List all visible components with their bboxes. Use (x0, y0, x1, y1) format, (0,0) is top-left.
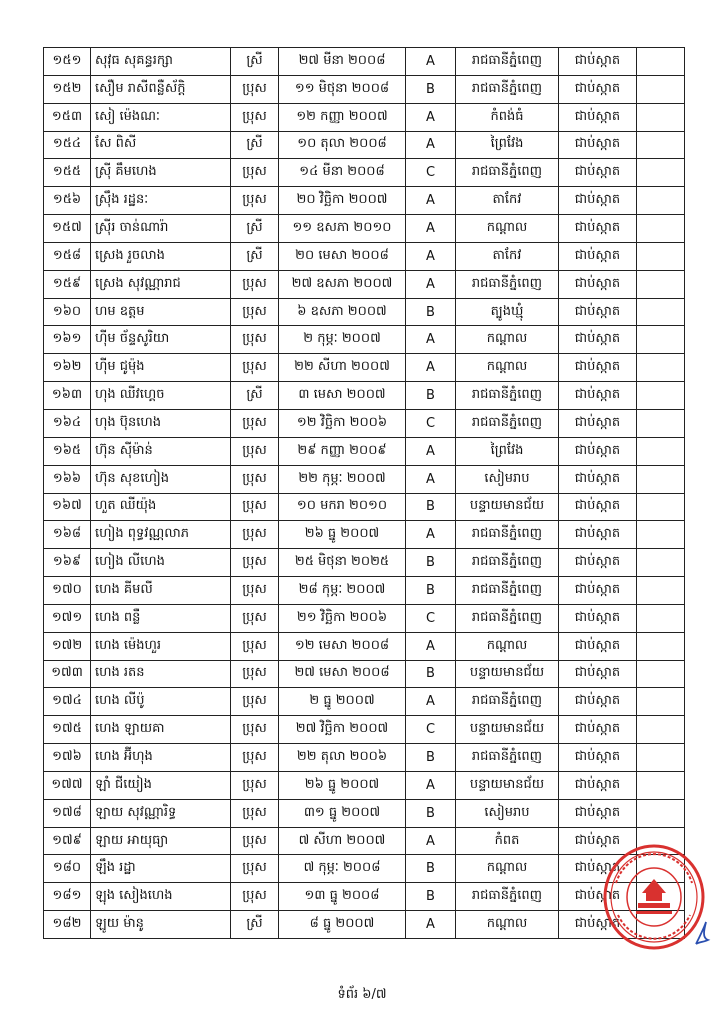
student-name: ហេង ម៉េងហួរ (91, 632, 231, 660)
grade: B (406, 382, 456, 410)
result: ជាប់ស្កាត (559, 632, 637, 660)
date-of-birth: ២៧ មីនា ២០០៨ (279, 48, 406, 76)
signature-icon (690, 918, 714, 948)
province: រាជធានីភ្នំពេញ (456, 549, 559, 577)
result: ជាប់ស្កាត (559, 131, 637, 159)
table-row (44, 577, 685, 605)
blank-cell (637, 131, 685, 159)
gender: ស្រី (231, 242, 279, 270)
table-row (44, 660, 685, 688)
grade: B (406, 493, 456, 521)
row-number: ១៨០ (44, 855, 91, 883)
date-of-birth: ១៤ មីនា ២០០៨ (279, 159, 406, 187)
gender: ប្រុស (231, 521, 279, 549)
student-name: ហេង ឡាយគា (91, 716, 231, 744)
province: រាជធានីភ្នំពេញ (456, 577, 559, 605)
grade: B (406, 549, 456, 577)
province: រាជធានីភ្នំពេញ (456, 409, 559, 437)
blank-cell (637, 632, 685, 660)
row-number: ១៧២ (44, 632, 91, 660)
grade: A (406, 187, 456, 215)
grade: A (406, 242, 456, 270)
date-of-birth: ៣ មេសា ២០០៧ (279, 382, 406, 410)
grade: B (406, 75, 456, 103)
result: ជាប់ស្កាត (559, 744, 637, 772)
province: កណ្តាល (456, 326, 559, 354)
province: កណ្តាល (456, 215, 559, 243)
grade: A (406, 326, 456, 354)
student-name: សែ ពិសី (91, 131, 231, 159)
row-number: ១៦៦ (44, 465, 91, 493)
table-row (44, 604, 685, 632)
gender: ប្រុស (231, 771, 279, 799)
province: កណ្តាល (456, 911, 559, 939)
student-name: ស្រេង សុវណ្ណារាជ (91, 270, 231, 298)
row-number: ១៥៣ (44, 103, 91, 131)
row-number: ១៧៩ (44, 827, 91, 855)
student-name: ឡឹង រដ្ឋា (91, 855, 231, 883)
row-number: ១៥៤ (44, 131, 91, 159)
table-row (44, 716, 685, 744)
gender: ប្រុស (231, 187, 279, 215)
table-row (44, 827, 685, 855)
grade: A (406, 215, 456, 243)
table-row (44, 493, 685, 521)
gender: ប្រុស (231, 827, 279, 855)
gender: ប្រុស (231, 604, 279, 632)
result: ជាប់ស្កាត (559, 215, 637, 243)
date-of-birth: ១០ មករា ២០១០ (279, 493, 406, 521)
gender: ប្រុស (231, 409, 279, 437)
student-name: ហម ឧត្តម (91, 298, 231, 326)
gender: ប្រុស (231, 744, 279, 772)
table-row (44, 855, 685, 883)
grade: A (406, 521, 456, 549)
blank-cell (637, 215, 685, 243)
province: រាជធានីភ្នំពេញ (456, 48, 559, 76)
gender: ប្រុស (231, 270, 279, 298)
province: រាជធានីភ្នំពេញ (456, 75, 559, 103)
row-number: ១៦៤ (44, 409, 91, 437)
grade: B (406, 855, 456, 883)
province: បន្ទាយមានជ័យ (456, 716, 559, 744)
grade: A (406, 131, 456, 159)
grade: A (406, 632, 456, 660)
blank-cell (637, 48, 685, 76)
table-body (44, 48, 685, 939)
student-name: ឡាយ អាយុធ្យា (91, 827, 231, 855)
student-name: ស្រ៊ឹង រដ្ឋនៈ (91, 187, 231, 215)
gender: ស្រី (231, 48, 279, 76)
student-name: ស្រេង រួចលាង (91, 242, 231, 270)
blank-cell (637, 465, 685, 493)
grade: C (406, 716, 456, 744)
result: ជាប់ស្កាត (559, 437, 637, 465)
result: ជាប់ស្កាត (559, 103, 637, 131)
row-number: ១៥៧ (44, 215, 91, 243)
blank-cell (637, 577, 685, 605)
date-of-birth: ៦ ឧសភា ២០០៧ (279, 298, 406, 326)
grade: A (406, 354, 456, 382)
date-of-birth: ២៥ មិថុនា ២០២៥ (279, 549, 406, 577)
grade: A (406, 827, 456, 855)
result: ជាប់ស្កាត (559, 688, 637, 716)
province: បន្ទាយមានជ័យ (456, 771, 559, 799)
gender: ស្រី (231, 911, 279, 939)
date-of-birth: ១២ វិច្ឆិកា ២០០៦ (279, 409, 406, 437)
result: ជាប់ស្កាត (559, 577, 637, 605)
gender: ប្រុស (231, 549, 279, 577)
blank-cell (637, 799, 685, 827)
student-name: ហេង គីមលី (91, 577, 231, 605)
result: ជាប់ស្កាត (559, 911, 637, 939)
date-of-birth: ២៧ វិច្ឆិកា ២០០៧ (279, 716, 406, 744)
student-name: ហេង លីប៉ូ (91, 688, 231, 716)
result: ជាប់ស្កាត (559, 270, 637, 298)
table-row (44, 326, 685, 354)
row-number: ១៦៩ (44, 549, 91, 577)
date-of-birth: ២៧ មេសា ២០០៨ (279, 660, 406, 688)
gender: ប្រុស (231, 799, 279, 827)
table-row (44, 911, 685, 939)
table-row (44, 48, 685, 76)
student-name: ហ៊ុន ស៊ីម៉ាន់ (91, 437, 231, 465)
student-name: ហៀង ពុទ្ធវណ្ណលាភ (91, 521, 231, 549)
grade: B (406, 298, 456, 326)
gender: ប្រុស (231, 883, 279, 911)
table-row (44, 270, 685, 298)
date-of-birth: ១២ មេសា ២០០៨ (279, 632, 406, 660)
table-row (44, 298, 685, 326)
grade: C (406, 159, 456, 187)
table-row (44, 131, 685, 159)
blank-cell (637, 660, 685, 688)
gender: ប្រុស (231, 855, 279, 883)
grade: A (406, 437, 456, 465)
gender: ប្រុស (231, 354, 279, 382)
province: រាជធានីភ្នំពេញ (456, 688, 559, 716)
grade: B (406, 577, 456, 605)
gender: ប្រុស (231, 159, 279, 187)
student-name: ហ៊ីម ជូម៉ុង (91, 354, 231, 382)
province: បន្ទាយមានជ័យ (456, 493, 559, 521)
result: ជាប់ស្កាត (559, 465, 637, 493)
province: តាកែវ (456, 187, 559, 215)
blank-cell (637, 688, 685, 716)
province: រាជធានីភ្នំពេញ (456, 270, 559, 298)
gender: ប្រុស (231, 632, 279, 660)
result: ជាប់ស្កាត (559, 493, 637, 521)
student-name: សឿម រាសីពន្លឺស័ក្តិ (91, 75, 231, 103)
table-row (44, 187, 685, 215)
date-of-birth: ២ កុម្ភៈ ២០០៧ (279, 326, 406, 354)
student-name: ឡាយ សុវណ្ណារិទ្ធ (91, 799, 231, 827)
date-of-birth: ២៧ ឧសភា ២០០៧ (279, 270, 406, 298)
province: តាកែវ (456, 242, 559, 270)
province: រាជធានីភ្នំពេញ (456, 382, 559, 410)
result: ជាប់ស្កាត (559, 409, 637, 437)
result: ជាប់ស្កាត (559, 827, 637, 855)
row-number: ១៥៦ (44, 187, 91, 215)
date-of-birth: ២៦ ធ្នូ ២០០៧ (279, 771, 406, 799)
province: សៀមរាប (456, 465, 559, 493)
row-number: ១៥៨ (44, 242, 91, 270)
result: ជាប់ស្កាត (559, 159, 637, 187)
result: ជាប់ស្កាត (559, 799, 637, 827)
gender: ស្រី (231, 215, 279, 243)
result: ជាប់ស្កាត (559, 716, 637, 744)
table-row (44, 744, 685, 772)
table-row (44, 242, 685, 270)
date-of-birth: ២០ មេសា ២០០៨ (279, 242, 406, 270)
blank-cell (637, 744, 685, 772)
grade: B (406, 744, 456, 772)
row-number: ១៥២ (44, 75, 91, 103)
date-of-birth: ១០ តុលា ២០០៨ (279, 131, 406, 159)
student-name: ហុង ប៊ុនហេង (91, 409, 231, 437)
row-number: ១៧០ (44, 577, 91, 605)
table-row (44, 215, 685, 243)
result: ជាប់ស្កាត (559, 521, 637, 549)
result: ជាប់ស្កាត (559, 187, 637, 215)
date-of-birth: ២២ កុម្ភៈ ២០០៧ (279, 465, 406, 493)
province: រាជធានីភ្នំពេញ (456, 521, 559, 549)
result: ជាប់ស្កាត (559, 75, 637, 103)
table-row (44, 883, 685, 911)
date-of-birth: ២១ វិច្ឆិកា ២០០៦ (279, 604, 406, 632)
row-number: ១៥៥ (44, 159, 91, 187)
result: ជាប់ស្កាត (559, 48, 637, 76)
student-name: ឡូយ ម៉ានូ (91, 911, 231, 939)
province: រាជធានីភ្នំពេញ (456, 604, 559, 632)
gender: ប្រុស (231, 298, 279, 326)
student-name: ស្រ៊ី គឹមហេង (91, 159, 231, 187)
table-row (44, 409, 685, 437)
grade: B (406, 799, 456, 827)
blank-cell (637, 437, 685, 465)
gender: ប្រុស (231, 660, 279, 688)
table-row (44, 103, 685, 131)
province: ព្រៃវែង (456, 437, 559, 465)
table-row (44, 549, 685, 577)
province: កណ្តាល (456, 855, 559, 883)
blank-cell (637, 242, 685, 270)
blank-cell (637, 298, 685, 326)
row-number: ១៨១ (44, 883, 91, 911)
student-name: សុវុធ សុគន្ធរក្សា (91, 48, 231, 76)
province: រាជធានីភ្នំពេញ (456, 883, 559, 911)
page-number: ទំព័រ ៦/៧ (337, 987, 387, 1002)
row-number: ១៧៥ (44, 716, 91, 744)
table-row (44, 521, 685, 549)
table-row (44, 159, 685, 187)
table-row (44, 771, 685, 799)
row-number: ១៥៩ (44, 270, 91, 298)
result: ជាប់ស្កាត (559, 242, 637, 270)
blank-cell (637, 75, 685, 103)
student-name: ឡុង សៀងហេង (91, 883, 231, 911)
date-of-birth: ២៦ ធ្នូ ២០០៧ (279, 521, 406, 549)
row-number: ១៦៣ (44, 382, 91, 410)
student-name: ស្រ៊ីរ ចាន់ណារ៉ា (91, 215, 231, 243)
result: ជាប់ស្កាត (559, 382, 637, 410)
blank-cell (637, 549, 685, 577)
row-number: ១៦០ (44, 298, 91, 326)
table-row (44, 382, 685, 410)
blank-cell (637, 716, 685, 744)
grade: B (406, 883, 456, 911)
result: ជាប់ស្កាត (559, 771, 637, 799)
student-name: ហ៊ុន សុខហៀង (91, 465, 231, 493)
province: កណ្តាល (456, 354, 559, 382)
gender: ប្រុស (231, 75, 279, 103)
province: ត្បូងឃ្មុំ (456, 298, 559, 326)
result: ជាប់ស្កាត (559, 298, 637, 326)
student-name: ហេង អ៊ីហុង (91, 744, 231, 772)
grade: A (406, 465, 456, 493)
table-row (44, 75, 685, 103)
grade: C (406, 604, 456, 632)
row-number: ១៦៨ (44, 521, 91, 549)
date-of-birth: ២ ធ្នូ ២០០៧ (279, 688, 406, 716)
blank-cell (637, 326, 685, 354)
table-row (44, 688, 685, 716)
gender: ប្រុស (231, 688, 279, 716)
date-of-birth: ១២ កញ្ញា ២០០៧ (279, 103, 406, 131)
result: ជាប់ស្កាត (559, 660, 637, 688)
student-name: ហៀង លីហេង (91, 549, 231, 577)
student-name: ហេង រតន (91, 660, 231, 688)
row-number: ១៨២ (44, 911, 91, 939)
row-number: ១៦១ (44, 326, 91, 354)
province: កំពង់ធំ (456, 103, 559, 131)
grade: A (406, 48, 456, 76)
date-of-birth: ២៨ កុម្ភៈ ២០០៧ (279, 577, 406, 605)
row-number: ១៦៥ (44, 437, 91, 465)
province: កណ្តាល (456, 632, 559, 660)
date-of-birth: ៧ កុម្ភៈ ២០០៨ (279, 855, 406, 883)
blank-cell (637, 159, 685, 187)
province: រាជធានីភ្នំពេញ (456, 159, 559, 187)
gender: ស្រី (231, 131, 279, 159)
student-name: ហេង ពន្លឺ (91, 604, 231, 632)
row-number: ១៧៤ (44, 688, 91, 716)
row-number: ១៥១ (44, 48, 91, 76)
result: ជាប់ស្កាត (559, 883, 637, 911)
result: ជាប់ស្កាត (559, 549, 637, 577)
row-number: ១៧៣ (44, 660, 91, 688)
gender: ប្រុស (231, 493, 279, 521)
blank-cell (637, 604, 685, 632)
gender: ប្រុស (231, 103, 279, 131)
result: ជាប់ស្កាត (559, 855, 637, 883)
results-table (43, 47, 685, 939)
gender: ប្រុស (231, 326, 279, 354)
province: កំពត (456, 827, 559, 855)
blank-cell (637, 521, 685, 549)
row-number: ១៧៨ (44, 799, 91, 827)
date-of-birth: ២៩ កញ្ញា ២០០៩ (279, 437, 406, 465)
blank-cell (637, 409, 685, 437)
province: រាជធានីភ្នំពេញ (456, 744, 559, 772)
result: ជាប់ស្កាត (559, 326, 637, 354)
date-of-birth: ៣១ ធ្នូ ២០០៧ (279, 799, 406, 827)
grade: B (406, 660, 456, 688)
grade: A (406, 911, 456, 939)
gender: ប្រុស (231, 577, 279, 605)
gender: ប្រុស (231, 716, 279, 744)
gender: ប្រុស (231, 437, 279, 465)
gender: ប្រុស (231, 465, 279, 493)
blank-cell (637, 382, 685, 410)
date-of-birth: ២២ តុលា ២០០៦ (279, 744, 406, 772)
table-row (44, 437, 685, 465)
province: សៀមរាប (456, 799, 559, 827)
grade: A (406, 688, 456, 716)
date-of-birth: ២២ សីហា ២០០៧ (279, 354, 406, 382)
blank-cell (637, 493, 685, 521)
row-number: ១៧៧ (44, 771, 91, 799)
date-of-birth: ៧ សីហា ២០០៧ (279, 827, 406, 855)
date-of-birth: ១១ មិថុនា ២០០៨ (279, 75, 406, 103)
blank-cell (637, 103, 685, 131)
table-row (44, 354, 685, 382)
blank-cell (637, 354, 685, 382)
grade: A (406, 771, 456, 799)
student-name: សៀ ម៉េងណៈ (91, 103, 231, 131)
blank-cell (637, 270, 685, 298)
row-number: ១៦២ (44, 354, 91, 382)
grade: C (406, 409, 456, 437)
date-of-birth: ២០ វិច្ឆិកា ២០០៧ (279, 187, 406, 215)
province: បន្ទាយមានជ័យ (456, 660, 559, 688)
result: ជាប់ស្កាត (559, 354, 637, 382)
date-of-birth: ១៣ ធ្នូ ២០០៨ (279, 883, 406, 911)
row-number: ១៧១ (44, 604, 91, 632)
table-row (44, 632, 685, 660)
date-of-birth: ១១ ឧសភា ២០១០ (279, 215, 406, 243)
result: ជាប់ស្កាត (559, 604, 637, 632)
student-name: ហុង ឈីវហ្គេច (91, 382, 231, 410)
grade: A (406, 103, 456, 131)
student-name: ហ៊ីម ច័ន្ទសូរិយា (91, 326, 231, 354)
row-number: ១៧៦ (44, 744, 91, 772)
student-name: ឡាំ ជីយៀង (91, 771, 231, 799)
blank-cell (637, 187, 685, 215)
province: ព្រៃវែង (456, 131, 559, 159)
table-row (44, 465, 685, 493)
grade: A (406, 270, 456, 298)
blank-cell (637, 771, 685, 799)
table-row (44, 799, 685, 827)
row-number: ១៦៧ (44, 493, 91, 521)
gender: ស្រី (231, 382, 279, 410)
date-of-birth: ៨ ធ្នូ ២០០៧ (279, 911, 406, 939)
student-name: ហួត ឈីយ៉ុង (91, 493, 231, 521)
